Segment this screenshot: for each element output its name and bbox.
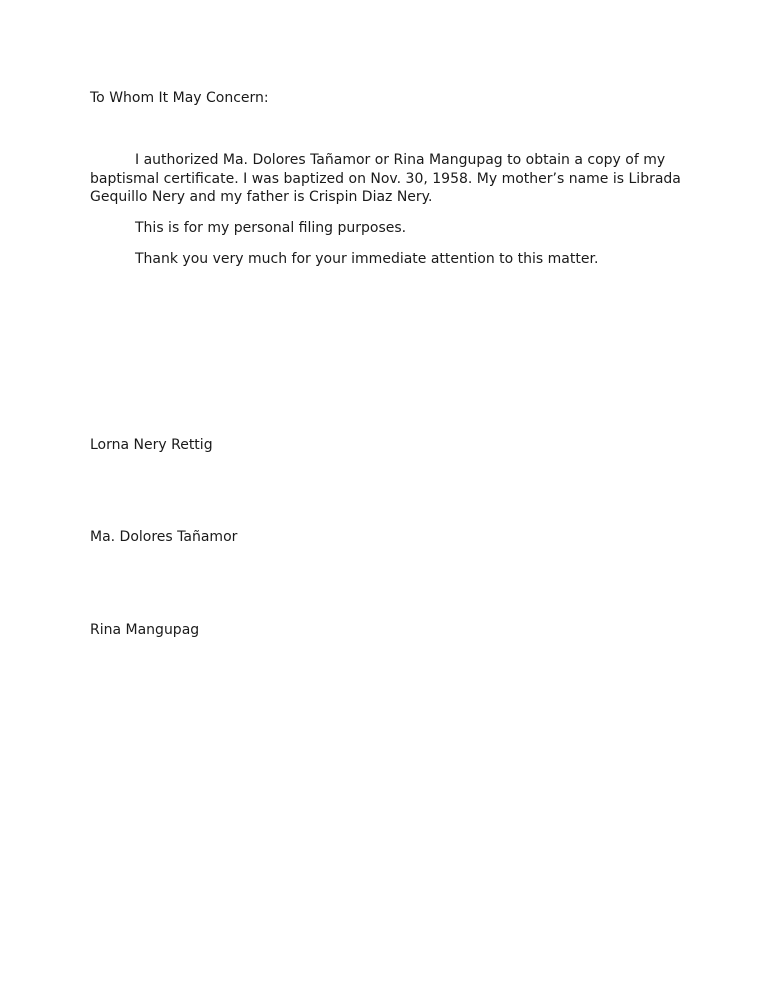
signatory-name: Ma. Dolores Tañamor [90,529,238,545]
body-paragraph-thanks: Thank you very much for your immediate attention to this matter. [135,251,599,267]
signatory-name: Rina Mangupag [90,622,200,638]
signatory-name: Lorna Nery Rettig [90,437,213,453]
salutation: To Whom It May Concern: [90,90,269,106]
body-paragraph-authorization: I authorized Ma. Dolores Tañamor or Rina Mangupag to obtain a copy of my baptismal certificate. I was baptized on Nov. 30, 1958. My mother’s name is Librada Gequillo Nery and my father is Crispin Diaz Nery. [90,152,681,205]
body-paragraph-purpose: This is for my personal filing purposes. [135,220,407,236]
